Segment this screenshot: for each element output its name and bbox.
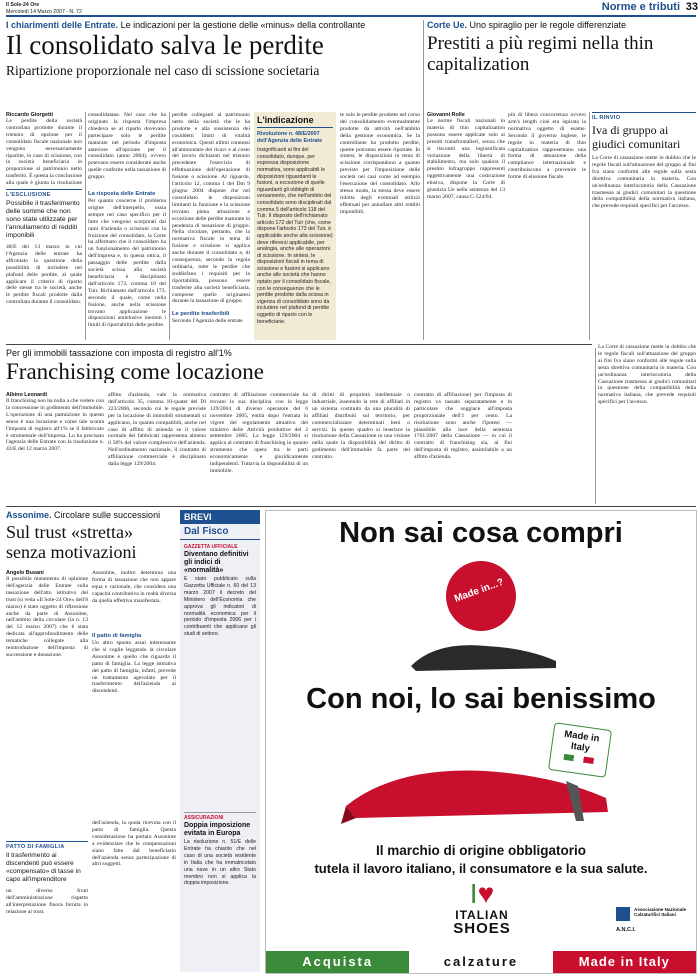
top-kicker [6,20,421,30]
corte-col-2 [508,112,586,340]
top-kicker-text: Le indicazioni per la gestione delle «minus» della controllante [120,20,366,30]
top-col5-text: te solo le perdite prodotte nel corso del consolidamento eventualmente prodotte da attività nell'ambito della gestione economica. Se la controllante ha prodotto perdite, queste potranno essere riportate. In sintesi, le disposizioni in tema di scissione corrispondono a quanto previsto per l'imposizione delle società nei casi come ad esempio l'esecuzione del consolidato. Allo stesso modo, la stessa deve essere ridotta degli eventuali utilizzi effettuati per annullare altri redditi imponibili. [340,112,420,215]
top-col2-text: consolidatane. Nel caso che ha originato la risposta l'impresa chiedeva se al riparto dovevano partecipare solo le perdite maturate nel periodo d'imposta anteriore all'opzione per il consolidato (anno 2004), ovvero potevano essere considerate anche quelle conferite nella tassazione di gruppo. [88,112,166,181]
made-in-italy-tag [548,722,612,778]
anci-icon [616,907,630,921]
brevi-title: BREVI [180,510,260,524]
shoe-silhouette-icon [406,626,566,676]
italian-shoes-logo [434,879,530,936]
fran-col4-text: di diritti di proprietà intellettuale o industriale, inserendo la rete di affiliati in un sistema costituito da una pluralità di affiliati distribuiti sul territorio, per commercializzare determinati beni o servizi. In questo quadro si inserisce la risoluzione della Cassazione in una visione nella quale la disponibilità del diritto di godimento dell'immobile fa parte del contratto. [312,392,410,461]
ad-line-2: Con noi, lo sai benissimo [306,683,656,715]
corte-col1-text: Le norme fiscali nazionali in materia di thin capitalization possono essere applicate solo ai prestiti transfrontalieri, senza che si riscontri una ingiustificata violazione della libertà di stabilimento, ma solo qualora il prestito infragruppo rappresenti oggettivamente una costruzione elusiva, dispone la Corte di giustizia Ue nella sentenza del 13 marzo 2007, causa C-524/04. [427,118,505,200]
fran-col2-text: affitto d'azienda, vale la normativa dell'articolo 35, comma 10-quater del Dl 223/2006, secondo cui le regole previste per la locazione di immobili strumentali si applicano, in quanto compatibili, anche nel caso di affitto di azienda se il valore normale dei fabbricati rappresenta almeno il 50% del valore complessivo dell'azienda. Nell'ordinamento nazionale, il contratto di affiliazione commerciale è disciplinato dalla legge 129/2004. [108,392,206,468]
top-col1b-text: 48/E del 13 marzo in cui l'Agenzia delle entrate ha affrontato la questione della possibilità di includere nel plafond delle perdite, al quale applicare il criterio di riparto delle stesse tra le società, anche le perdite fiscali prodotte dalla controllata durante il consolidato. [6,244,82,306]
top-box-text: Possibile il trasferimento delle somme che non sono state utilizzate per l'annullamento di redditi imponibili [6,200,80,239]
divider [423,20,424,340]
top-col1-text: Le perdite della società controllata prodotte durante il triennio di opzione per il consolidato fiscale nazionale non vengono necessariamente ripartite, in caso di scissione, con la società beneficiaria in proporzione al patrimonio netto trasferito. È questa la conclusione alla quale è giunta la risoluzione [6,118,82,186]
fran-author: Albino Leonardi [6,392,48,398]
paper-name: Il Sole-24 Ore [6,2,40,8]
indicazione-title: L'indicazione [257,115,333,128]
assonime-kicker-text: Circolare sulle successioni [54,510,161,520]
fran-col-4 [312,392,410,500]
page-number: 33 [685,1,698,13]
top-col3b-text: Secondo l'Agenzia delle entrate [172,318,243,324]
logo-top-text: ITALIAN [455,908,509,922]
assonime-col2-subhead: Il patto di famiglia [92,633,142,639]
indicazione-text: Insignificanti ai fini del consolidato, dunque, per espressa disposizione normativa, sono applicabili le disposizioni riguardanti le fusioni, a eccezione di quelle riguardanti gli obblighi di versamento, che nell'ambito del consolidato sono disciplinati dal comma 5 dell'articolo 118 del Tuir. Il disposto dell'richiamato articolo 172 del Tuir (che, come dispone l'articolo 173 del Tuir, è applicabile anche alla scissione) deve riferersi applicabile, per analogia, anche alle operazioni di scissione. In sintesi, le disposizioni fiscali in tema di scissione e fusioni si applicano anche alle società che hanno optato per il consolidato fiscale, con le conseguenze che le perdite prodotte dalla scissa in vigenza di consolidato sono da includere nel plafond di perdite oggetto di riparto con le beneficiarie. [257,147,333,325]
top-col-1 [6,112,82,340]
indicazione-lead: Rivoluzione n. 48/E/2007 dell'Agenzia delle Entrate [257,131,323,144]
fran-col-5 [414,392,512,500]
ad-line-1: Non sai cosa compri [339,517,623,549]
assonime-author: Angelo Busani [6,570,44,576]
assonime-col-2 [92,570,176,970]
ad-bar-green: Acquista [266,951,409,973]
divider [85,112,86,340]
assonime-kicker-tag: Assonime. [6,510,52,520]
brevi-gazzetta-text: È stato pubblicato sulla Gazzetta Ufficiale n. 60 del 13 marzo 2007 il decreto del Ministero dell'Economia che approva gli indicatori di normalità economica per il periodo d'imposta 2006 per i contribuenti che applicano gli studi di settore. [184,576,256,638]
top-col3-text: perdite colleganti al patrimonio netto della società che le ha prodotte e alla sussistenza dei cosiddetti limiti di vitalità economica. Questi ultimi connessi all'ammontare dei ricavi e al costo del lavoro dichiarati nel triennio precedente l'esercizio di effettuazione dell'operazione di fusione o scissione. Al riguardo, l'articolo 12, comma 1 del Dm 9 giugno 2004 dispone che nel consolidato le disposizioni limitanti la funzione e la scissione trovano piena attuazione e eccezione delle perdite maturate in pendenza di tassazione di gruppo. Nella circolare, pertanto, che la normativa fiscale in tema di fusione e scissione si applica anche durante il consolidato e, di conseguenza, secondo la regola ordinaria, tutte le perdite che soddisfano i requisiti per la riportabilità, possono essere trasferite alla società beneficiaria, comprese quelle originatesi durante la tassazione di gruppo. [172,112,250,305]
masthead-left [6,2,206,15]
section-title: Norme e tributi [601,1,680,13]
divider [169,112,170,340]
fran-col-2 [108,392,206,500]
ad-bottom-bar [266,951,696,973]
made-in-italy-tag-text: Made in Italy [563,728,601,755]
fran-col1-text: Il franchising non ha nulla a che vedere con la concessione in godimento dell'immobile. L'operazione di una pattuizione in questo senso è una locazione e come tale sconta l'imposta di registro all'1% se il fabbricato è strumentale dell'impresa. Lo ha precisato l'agenzia delle Entrate con la risoluzione n. 43/E del 12 marzo 2007. [6,398,104,453]
top-box-title: L'ESCLUSIONE [6,189,82,198]
rinvio-box [592,112,696,340]
italian-flag-icon [563,754,594,764]
top-headline: Il consolidato salva le perdite [6,32,324,59]
brevi-assicurazioni-text: La risoluzione n. 51/E delle Entrate ha chiarito che nel caso di una società residente in Italia che ha immatricolato una nave in un altro Stato membro non si applica la doppia imposizione. [184,839,256,887]
assonime-col1b-text: un diverso front dell'amministrazione rispetto all'interpretazione finora fornita in relazione ai trust. [6,888,88,915]
corte-kicker-tag: Corte Ue. [427,20,468,30]
anci-logo [616,907,692,933]
assonime-box-text: Il trasferimento ai discendenti può essere «compensato» di tasse in capo all'imprenditore [6,852,81,883]
corte-kicker-text: Uno spiraglio per le regole differenziate [469,20,626,30]
anci-abbrev: A.N.C.I. [616,927,636,933]
rinvio-headline: Iva di gruppo ai giudici comunitari [592,123,681,151]
ad-bar-white: calzature [409,951,552,973]
logo-bottom-text: SHOES [453,920,511,937]
assonime-kicker [6,510,176,520]
top-deck: Ripartizione proporzionale nel caso di scissione societaria [6,64,320,78]
top-col-5 [340,112,420,340]
rinvio-text: La Corte di cassazione mette in dubbio che le regole fiscali sull'attuazione del gruppo ai fini Iva siano conformi alle regole sulla sesta direttiva comunitaria in materia. Con un'ordinanza interlocutoria della Cassazione trasmessa ai giudici comunitari la questione della compatibilità della normativa italiana, che prevede requisiti specifici per l'accesso. [592,155,696,210]
ad-line-3: Il marchio di origine obbligatorio [375,843,586,858]
indicazione-box [254,112,336,340]
rinvio-text-continued: La Corte di cassazione mette in dubbio che le regole fiscali sull'attuazione del gruppo ai fini Iva siano conformi alle regole sulla sesta direttiva comunitaria in materia. Con un'ordinanza interlocutoria della Cassazione trasmessa ai giudici comunitari la questione della compatibilità della normativa italiana, che prevede requisiti specifici per l'accesso. [598,344,696,406]
rinvio-continued [598,344,696,504]
divider [595,348,596,504]
anci-assoc-text: Associazione Nazionale Calzaturifici Italiani [634,907,687,918]
fran-col3-text: contratto di affiliazione commerciale ha trovato la sua disciplina con la legge 129/2004 di diverso operatore del 6 novembre 2005, entità dopo l'entrata in vigore del regolamento attuativo del ministro delle Attività produttive del 2 settembre 2005. La legge 129/2004 si applica al contratto di franchising in quanto strumento che opera tra le parti economicamente e giuridicamente indipendenti. Tuttavia la disponibilità di un immobile. [210,392,308,474]
assonime-col1-text: Il possibile mutamento di opinione dell'agenzia delle Entrate sulla tassazione dell'atto istitutivo del trust (si veda «Il Sole-24 Ore» dell'8 marzo) è stato oggetto di riflessione anche da parte di Assonime, nell'ambito della circolare (la n. 13 del 12 marzo 2007) che è stata dedicata all'approfondimento delle tematiche collegate alla reintroduzione dell'imposta di successione e donazione. [6,576,88,658]
assonime-headline: Sul trust «stretta» senza motivazioni [6,522,137,562]
top-col-3 [172,112,250,340]
ad-italian-shoes [265,510,697,974]
assonime-col3-text: dell'azienda, la quota ricevuta con il patto di famiglia. Questa considerazione ha portato Assonime a evidenziare che le compensazioni siano fatte dal beneficiario dell'azienda senza partecipazione di altri soggetti. [92,820,176,868]
top-author: Riccardo Giorgetti [6,112,54,118]
brevi-assicurazioni-title: ASSICURAZIONI [184,812,256,821]
brevi-column [180,510,260,972]
top-kicker-tag: I chiarimenti delle Entrate. [6,20,119,30]
corte-headline: Prestiti a più regimi nella thin capitalization [427,33,654,75]
corte-col2-text: più di libera concorrenza ovvero arm's length cioè era ispirata la normativa oggetto di esame. Secondo il governo inglese, le regole in materia di thin capitalization rappresentano una forma di attuazione della compliance internazionale e contribuiscono a prevenire le forme di elusione fiscale. [508,112,586,181]
assonime-col2b-text: Un altro spunto assai interessante che si coglie leggendo la circolare Assonime è quello che riguarda il patto di famiglia. La legge istitutiva del patto di famiglia, infatti, prevede un trattamento agevolato per il trasferimento dell'azienda ai discendenti. [92,640,176,695]
masthead-rule [6,15,696,17]
top-col-2 [88,112,166,340]
brevi-subtitle: Dal Fisco [180,524,260,540]
top-col2-subhead: La risposta delle Entrate [88,191,156,197]
corte-author: Giovanni Rolle [427,112,465,118]
fran-col-1 [6,392,104,500]
rinvio-title: IL RINVIO [592,112,696,121]
corte-col-1 [427,112,505,340]
assonime-col-1 [6,570,88,970]
fran-col-3 [210,392,308,500]
fran-headline: Franchising come locazione [6,360,265,383]
brevi-gazzetta-head: Diventano definitivi gli indici di «normalità» [184,551,249,574]
brevi-gazzetta-title: GAZZETTA UFFICIALE [184,544,238,550]
assonime-box-title: PATTO DI FAMIGLIA [6,841,88,850]
divider [589,112,590,340]
assonime-col2-text: Assonime, inoltre determina una forma di tassazione che non appare equa e razionale, che considera una capacità contributiva in realtà diversa da quella effettiva manifestata. [92,570,176,604]
top-col2b-text: Per quanto concerne il problema origine dell'interpello, ossia sempre nel caso specifico per il fatto che vengono scorporati dai rami d'azienda o scissioni con la fruizione del consolidato, la Corte ha affermato che il consolidato ha un funzionamento del patrimonio dell'impresa e, in questa ottica, il passaggio delle perdite dalla società scissa alla società beneficiaria è disciplinato dall'articolo 173, comma 10 del Tuir. Richiamato dall'articolo 173, secondo il quale, come nella fusione, anche nella scissione trovano applicazione le disposizioni antielusive inerenti i limiti di riportabilità delle perdite. [88,198,166,329]
issue-date: Mercoledì 14 Marzo 2007 - N. 72 [6,8,82,15]
section-rule [6,344,592,345]
brevi-assicurazioni-head: Doppia imposizione evitata in Europa [184,822,251,837]
heart-icon: I♥ [469,878,495,909]
top-col3-subhead: Le perdite trasferibili [172,311,230,317]
ad-line-4: tutela il lavoro italiano, il consumatore e la sua salute. [314,861,648,876]
fran-kicker: Per gli immobili tassazione con imposta di registro all'1% [6,348,232,358]
section-rule [6,506,696,507]
fran-col5-text: contratto di affiliazione) per l'imposta di registro va tassato separatamente e in particolare che soggiace all'imposta proporzionale dell'1 per cento. La risoluzione sono anche l'ipotesi — plausibile alla luce della sentenza 1761/2007 della Cassazione — in cui il contratto di franchising sia, ai fini dell'imposta di registro, assimilabile a un affitto d'azienda. [414,392,512,461]
ad-bar-red: Made in Italy [553,951,696,973]
made-in-tag-text: Made in...? [452,576,506,605]
corte-kicker [427,20,697,30]
